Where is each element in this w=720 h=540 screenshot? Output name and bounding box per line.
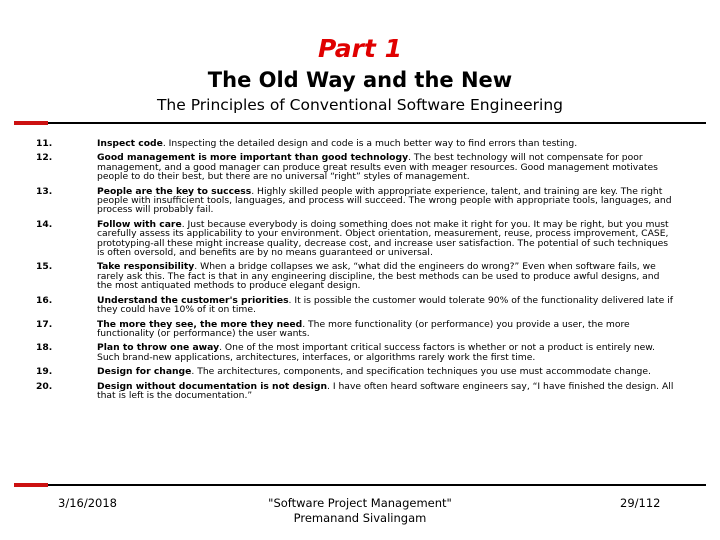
item-number: 11. (36, 138, 53, 149)
slide-title: The Old Way and the New (207, 68, 513, 92)
item-body: . It is possible the customer would tolerate 90% of the functionality delivered late if they could have 10% of it on time. (97, 294, 674, 316)
item-number: 13. (36, 185, 53, 197)
item-text (97, 320, 676, 339)
item-lead: Good management is more important than good technology (97, 152, 409, 164)
item-body: . One of the most important critical success factors is whether or not a product is entirely new. Such brand-new applications, architectures, interfaces, or algorithms rarely work the first time. (97, 342, 655, 363)
footer-page-number: 29/112 (620, 496, 661, 510)
item-lead: Understand the customer's priorities (97, 294, 289, 306)
list-item (36, 220, 676, 258)
item-number: 20. (36, 380, 53, 392)
item-body: . Highly skilled people with appropriate experience, talent, and training are key. The right people with insufficient tools, languages, and process will succeed. The wrong people with appropriate tools, languages, and process will probably fail. (97, 185, 672, 216)
item-text (97, 367, 676, 376)
list-item (36, 367, 676, 376)
item-number: 16. (36, 294, 53, 306)
item-text (97, 382, 676, 401)
item-lead: Design without documentation is not design (97, 380, 328, 392)
slide-subtitle: The Principles of Conventional Software Engineering (156, 96, 564, 114)
top-divider (14, 122, 706, 124)
item-lead: Design for change (97, 366, 192, 378)
item-lead: The more they see, the more they need (97, 318, 303, 330)
item-body: . The best technology will not compensate for poor management, and a good manager can produce great results even with meager resources. Good management motivates people to do their best, but there are no universal “right” styles of management. (97, 152, 658, 183)
item-text (97, 262, 676, 290)
list-item (36, 187, 676, 215)
item-text (97, 187, 676, 215)
item-text (97, 343, 676, 362)
item-body: . Inspecting the detailed design and code is a much better way to find errors than testing. (162, 138, 578, 149)
item-number: 19. (36, 366, 53, 378)
item-lead: People are the key to success (97, 185, 252, 197)
principles-list (36, 139, 676, 405)
item-lead: Inspect code (97, 138, 163, 149)
item-lead: Follow with care (97, 218, 182, 230)
top-divider-accent (14, 121, 48, 125)
item-number: 12. (36, 152, 53, 164)
list-item (36, 262, 676, 290)
item-number: 18. (36, 342, 53, 354)
item-lead: Take responsibility (97, 261, 195, 273)
item-text (97, 296, 676, 315)
part-heading: Part 1 (318, 34, 402, 63)
footer-date: 3/16/2018 (58, 496, 117, 510)
item-lead: Plan to throw one away (97, 342, 220, 354)
footer-title (230, 496, 490, 526)
list-item (36, 320, 676, 339)
list-item (36, 382, 676, 401)
item-body: . The architectures, components, and specification techniques you use must accommodate change. (191, 366, 651, 378)
item-body: . I have often heard software engineers say, “I have finished the design. All that is left is the documentation.” (97, 380, 674, 401)
list-item (36, 343, 676, 362)
footer-title-line2: Premanand Sivalingam (293, 511, 427, 525)
list-item (36, 139, 676, 148)
bottom-divider-accent (14, 483, 48, 487)
list-item (36, 296, 676, 315)
item-body: . The more functionality (or performance) you provide a user, the more functionality (or performance) the user wants. (97, 318, 630, 339)
item-body: . When a bridge collapses we ask, “what did the engineers do wrong?” Even when software fails, we rarely ask this. The fact is that in any engineering discipline, the best methods can be used to produce awful designs, and the most antiquated methods to produce elegant design. (97, 261, 660, 292)
item-text (97, 139, 676, 148)
item-text (97, 153, 676, 181)
footer-title-line1: "Software Project Management" (268, 496, 452, 510)
list-item (36, 153, 676, 181)
item-text (97, 220, 676, 258)
item-body: . Just because everybody is doing something does not make it right for you. It may be right, but you must carefully assess its applicability to your environment. Object orientation, measurement, reuse, process improvement, CASE, prototyping-all these might increase quality, decrease cost, and increase user satisfaction. The potential of such techniques is often oversold, and benefits are by no means guaranteed or universal. (97, 218, 669, 259)
item-number: 17. (36, 318, 53, 330)
bottom-divider (14, 484, 706, 486)
item-number: 15. (36, 261, 53, 273)
item-number: 14. (36, 218, 53, 230)
